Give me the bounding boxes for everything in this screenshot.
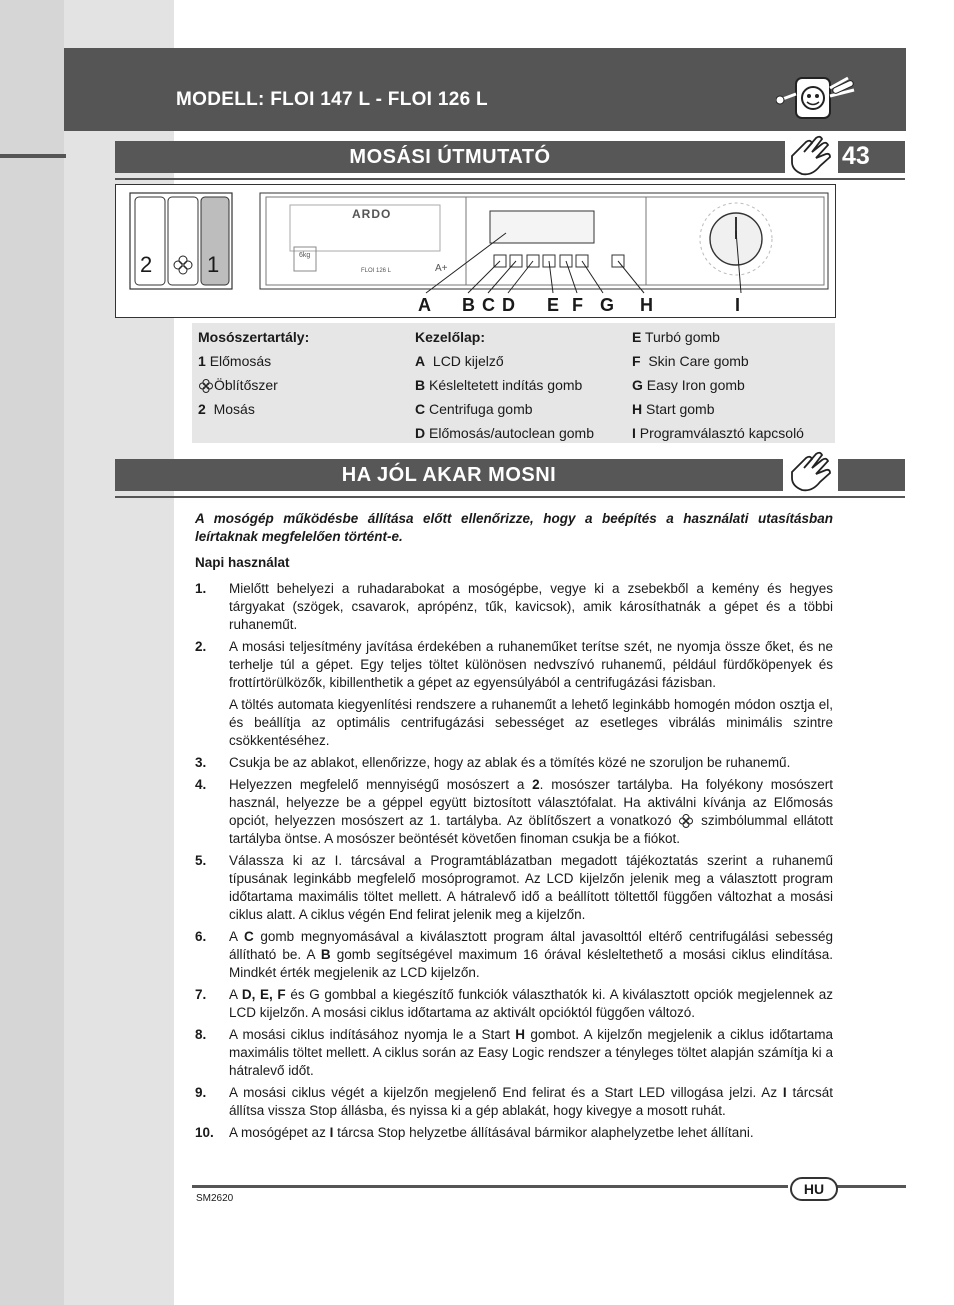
legend-col-drawer xyxy=(198,325,309,421)
daily-use-heading: Napi használat xyxy=(195,555,290,570)
list-item: 8. A mosási ciklus indításához nyomja le a Start H gombot. A kijelzőn megjelenik a ciklus időtartama maximális töltet mellett. A ciklus során az Easy Logic rendszer a tényleges töltet alapján számítja ki a hátralevő időt. xyxy=(195,1027,833,1078)
legend-heading-panel: Kezelőlap: xyxy=(415,329,486,345)
callout-g: G xyxy=(600,295,615,315)
legend-col-panel xyxy=(415,325,594,445)
softener-flower-icon xyxy=(677,813,695,829)
control-panel-diagram xyxy=(115,184,836,318)
callout-b: B xyxy=(462,295,475,315)
list-item: 3. Csukja be az ablakot, ellenőrizze, hogy az ablak és a tömítés közé ne szoruljon be ruhanemű. xyxy=(195,755,791,770)
drawer-label-1: 1 xyxy=(207,252,220,277)
legend-row: C Centrifuga gomb xyxy=(415,401,533,417)
list-item: 1. Mielőtt behelyezi a ruhadarabokat a mosógépbe, vegye ki a zsebekből a kemény és hegyes tárgyakat (szögek, csavarok, aprópénz, tűk, kavicsok), amik károsíthatnák a gépet és a többi ruhaneműt. xyxy=(195,581,833,632)
section-title-washing-guide: MOSÁSI ÚTMUTATÓ xyxy=(115,141,785,173)
page-edge-strip xyxy=(0,0,64,1305)
callout-c: C xyxy=(482,295,495,315)
callout-d: D xyxy=(502,295,515,315)
legend-row: G Easy Iron gomb xyxy=(632,377,745,393)
legend-row: E Turbó gomb xyxy=(632,329,720,345)
brand-logo: ARDO xyxy=(352,207,392,221)
model-plate: FLOI 126 L xyxy=(361,268,392,274)
legend-row: 1 Előmosás xyxy=(198,353,272,369)
list-item: 9. A mosási ciklus végét a kijelzőn megjelenő End felirat és a Start LED villogása jelzi. Az I tárcsát állítsa vissza Stop állásba, és nyissa ki a gép ablakát, hogy kivegye a mosott ruhát. xyxy=(195,1085,833,1118)
washing-machine-mascot-icon xyxy=(776,66,860,128)
instructions-body xyxy=(195,510,833,1146)
legend-table xyxy=(192,323,835,443)
callout-f: F xyxy=(572,295,583,315)
legend-row: D Előmosás/autoclean gomb xyxy=(415,425,595,441)
energy-class: A+ xyxy=(435,263,448,274)
list-item: 10. A mosógépet az I tárcsa Stop helyzetbe állításával bármikor alaphelyzetbe lehet állítani. xyxy=(195,1125,754,1140)
legend-row: H Start gomb xyxy=(632,401,715,417)
divider-line xyxy=(115,496,905,498)
list-item: 4. Helyezzen megfelelő mennyiségű mosószert a 2. mosószer tartályba. Ha folyékony mosószert használ, helyezze be a géppel együtt biztosított választófalat. Ha aktiválni kívánja az Előmosás opciót, helyezzen mosószert az 1. tartályba. Az öblítőszert a vonatkozó szimbólummal ellátott tartályba öntse. A mosószer beöntését követően finoman csukja be a fiókot. xyxy=(195,777,834,846)
legend-heading-drawer: Mosószertartály: xyxy=(198,329,310,345)
callout-a: A xyxy=(418,295,431,315)
capacity-label: 6kg xyxy=(299,252,311,259)
list-item-continuation: A töltés automata kiegyenlítési rendszere a ruhaneműt a lehető leginkább homogén módon osztja el, és beállítja az optimális centrifugázási sebességet az esetleges vibrálás minimális szintre csökkentéséhez. xyxy=(229,697,833,748)
callout-i: I xyxy=(735,295,741,315)
legend-row: A LCD kijelző xyxy=(415,353,504,369)
legend-row: F Skin Care gomb xyxy=(632,353,749,369)
section-right-bar xyxy=(838,459,905,491)
legend-row: B Késleltetett indítás gomb xyxy=(415,377,583,393)
legend-col-buttons xyxy=(632,325,804,445)
legend-row: Öblítőszer xyxy=(198,373,309,397)
list-item: 2. A mosási teljesítmény javítása érdekében a ruhaneműket terítse szét, ne nyomja össze őket, és ne terhelje túl a gépet. Egy teljes töltet különösen nedvszívó ruhanemű, például fürdőköpenyek és frottírtörülközők, kibillenthetik a gépet az egyensúlyából a centrifugázási fázisban. xyxy=(195,639,833,690)
section-title-wash-well: HA JÓL AKAR MOSNI xyxy=(115,459,783,491)
footer-line xyxy=(192,1185,788,1188)
side-divider xyxy=(0,154,66,158)
list-item: 6. A C gomb megnyomásával a kiválasztott program által javasolttól eltérő centrifugálási sebesség állítható be. A B gomb segítségével maximum 16 órával késleltethető a mosási ciklus elindítása. Mindkét érték megjelenik az LCD kijelzőn. xyxy=(195,929,834,980)
document-code: SM2620 xyxy=(196,1193,234,1204)
divider-line xyxy=(115,178,905,180)
language-badge: HU xyxy=(790,1177,838,1201)
panel-drawing xyxy=(116,185,835,317)
hand-icon xyxy=(786,132,836,184)
softener-flower-icon xyxy=(198,378,214,394)
footer-line xyxy=(834,1185,906,1188)
callout-h: H xyxy=(640,295,653,315)
intro-warning: A mosógép működésbe állítása előtt ellenőrizze, hogy a beépítés a használati utasításban leírtaknak megfelelően történt-e. xyxy=(195,511,833,544)
model-title: MODELL: FLOI 147 L - FLOI 126 L xyxy=(176,89,488,110)
legend-row: I Programválasztó kapcsoló xyxy=(632,425,804,441)
drawer-label-2: 2 xyxy=(140,252,153,277)
list-item: 5. Válassza ki az I. tárcsával a Programtáblázatban megadott tájékoztatás szerint a ruhanemű típusának leginkább megfelelő mosóprogramot. Az LCD kijelzőn jelenik meg a választott program időtartama maximális töltet mellett. A hátralevő idő a beállított töltettől függően változhat a mosási ciklus alatt. A ciklus végén End felirat jelenik meg a kijelzőn. xyxy=(195,853,833,922)
callout-e: E xyxy=(547,295,560,315)
legend-row: 2 Mosás xyxy=(198,401,255,417)
hand-icon xyxy=(786,448,836,502)
list-item: 7. A D, E, F és G gombbal a kiegészítő funkciók választhatók ki. A kiválasztott opciók megjelennek az LCD kijelzőn. A mosási ciklus időtartama az aktivált opcióktól függően változó. xyxy=(195,987,833,1020)
page-number: 43 xyxy=(842,142,870,170)
